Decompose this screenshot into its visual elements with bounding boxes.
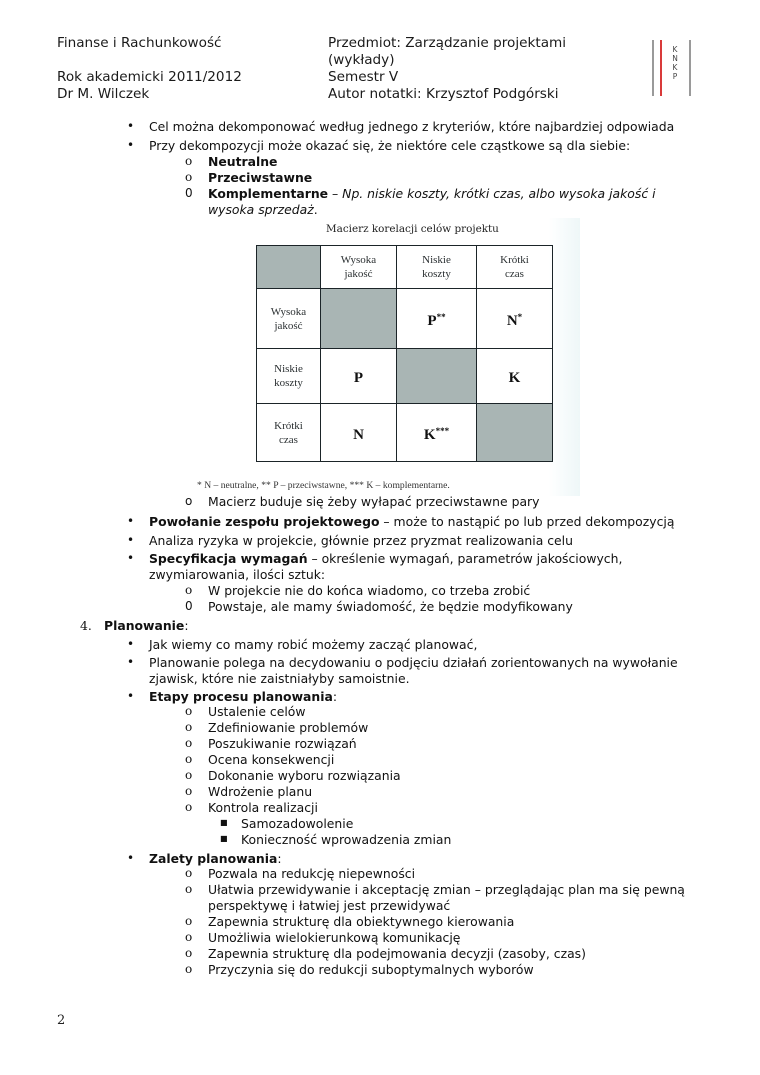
- circle-bullet-icon: o: [185, 930, 193, 944]
- list-item: Specyfikacja wymagań – określenie wymagań, parametrów jakościowych,: [149, 551, 623, 566]
- bullet-icon: [127, 851, 134, 865]
- sub-sub-list-item: Konieczność wprowadzenia zmian: [241, 832, 452, 847]
- list-item: Przy dekompozycji może okazać się, że niektóre cele cząstkowe są dla siebie:: [149, 138, 631, 153]
- circle-bullet-icon: 0: [185, 599, 193, 613]
- stage-item: Ustalenie celów: [208, 704, 306, 719]
- subject-name: Przedmiot: Zarządzanie projektami: [328, 35, 567, 51]
- matrix-note: Macierz buduje się żeby wyłapać przeciwstawne pary: [208, 494, 540, 509]
- circle-bullet-icon: o: [185, 704, 193, 718]
- stage-item: Zdefiniowanie problemów: [208, 720, 369, 735]
- stage-item: Poszukiwanie rozwiązań: [208, 736, 357, 751]
- academic-year: Rok akademicki 2011/2012: [57, 69, 242, 85]
- list-item-cont: zjawisk, które nie zaistniałyby samoistnie.: [149, 671, 410, 686]
- list-item: Powołanie zespołu projektowego – może to nastąpić po lub przed dekompozycją: [149, 514, 675, 529]
- matrix-cell: K: [477, 349, 553, 404]
- circle-bullet-icon: o: [185, 752, 193, 766]
- circle-bullet-icon: o: [185, 768, 193, 782]
- header-middle: [328, 35, 566, 103]
- relation-complementary: Komplementarne – Np. niskie koszty, krótki czas, albo wysoka jakość i: [208, 186, 656, 201]
- matrix-diagonal-cell: [477, 404, 553, 462]
- logo-letters: K N K P: [672, 45, 678, 81]
- lecturer-name: Dr M. Wilczek: [57, 86, 150, 102]
- bullet-icon: [127, 119, 134, 133]
- matrix-cell: P**: [397, 289, 477, 349]
- logo-bar-right: [689, 40, 691, 96]
- matrix-diagonal-cell: [397, 349, 477, 404]
- relation-neutral: Neutralne: [208, 154, 278, 169]
- matrix-col-header: Niskie koszty: [397, 246, 477, 289]
- relation-complementary-cont: wysoka sprzedaż.: [208, 202, 318, 217]
- matrix-row: [257, 349, 553, 404]
- logo-bar-left: [652, 40, 654, 96]
- matrix-col-header: Wysoka jakość: [321, 246, 397, 289]
- bullet-icon: [127, 551, 134, 565]
- advantages-heading: Zalety planowania:: [149, 851, 282, 866]
- circle-bullet-icon: o: [185, 962, 193, 976]
- circle-bullet-icon: o: [185, 154, 193, 168]
- stages-heading: Etapy procesu planowania:: [149, 689, 337, 704]
- subject-type: (wykłady): [328, 52, 395, 68]
- stage-item: Dokonanie wyboru rozwiązania: [208, 768, 401, 783]
- matrix-cell: N*: [477, 289, 553, 349]
- list-item: Planowanie polega na decydowaniu o podjęciu działań zorientowanych na wywołanie: [149, 655, 678, 670]
- advantage-item: Przyczynia się do redukcji suboptymalnych wyborów: [208, 962, 534, 977]
- stage-item: Ocena konsekwencji: [208, 752, 335, 767]
- square-bullet-icon: ■: [220, 818, 228, 827]
- matrix-diagonal-cell: [321, 289, 397, 349]
- section-number: 4.: [80, 618, 92, 633]
- bullet-icon: [127, 514, 134, 528]
- bullet-icon: [127, 655, 134, 669]
- header-left: [57, 35, 242, 103]
- correlation-matrix: [256, 245, 553, 462]
- logo-bar-red: [660, 40, 662, 96]
- matrix-legend: * N – neutralne, ** P – przeciwstawne, *** K – komplementarne.: [197, 480, 450, 491]
- advantage-item: Zapewnia strukturę dla obiektywnego kierowania: [208, 914, 515, 929]
- list-item-cont: zwymiarowania, ilości sztuk:: [149, 567, 326, 582]
- matrix-row: [257, 289, 553, 349]
- matrix-cell: N: [321, 404, 397, 462]
- knkp-logo: [652, 40, 692, 98]
- matrix-corner-cell: [257, 246, 321, 289]
- circle-bullet-icon: o: [185, 914, 193, 928]
- section-title: Planowanie:: [104, 618, 189, 633]
- note-author: Autor notatki: Krzysztof Podgórski: [328, 86, 559, 102]
- advantage-item: Pozwala na redukcję niepewności: [208, 866, 416, 881]
- circle-bullet-icon: o: [185, 784, 193, 798]
- semester: Semestr V: [328, 69, 399, 85]
- circle-bullet-icon: o: [185, 946, 193, 960]
- circle-bullet-icon: 0: [185, 186, 193, 200]
- matrix-col-header: Krótki czas: [477, 246, 553, 289]
- sub-list-item: W projekcie nie do końca wiadomo, co trzeba zrobić: [208, 583, 531, 598]
- bullet-icon: [127, 533, 134, 547]
- matrix-title: Macierz korelacji celów projektu: [326, 223, 499, 235]
- bullet-icon: [127, 637, 134, 651]
- page-number: 2: [57, 1013, 66, 1028]
- circle-bullet-icon: o: [185, 170, 193, 184]
- matrix-row-header: Niskie koszty: [257, 349, 321, 404]
- bullet-icon: [127, 689, 134, 703]
- circle-bullet-icon: o: [185, 720, 193, 734]
- sub-sub-list-item: Samozadowolenie: [241, 816, 354, 831]
- list-item: Cel można dekomponować według jednego z kryteriów, które najbardziej odpowiada: [149, 119, 675, 134]
- advantage-item: Zapewnia strukturę dla podejmowania decyzji (zasoby, czas): [208, 946, 586, 961]
- advantage-item: Umożliwia wielokierunkową komunikację: [208, 930, 461, 945]
- matrix-row-header: Wysoka jakość: [257, 289, 321, 349]
- stage-item: Kontrola realizacji: [208, 800, 318, 815]
- advantage-item-cont: perspektywę i łatwiej jest przewidywać: [208, 898, 451, 913]
- circle-bullet-icon: o: [185, 494, 193, 508]
- matrix-cell: P: [321, 349, 397, 404]
- circle-bullet-icon: o: [185, 736, 193, 750]
- list-item: Analiza ryzyka w projekcie, głównie przez pryzmat realizowania celu: [149, 533, 573, 548]
- matrix-row-header: Krótki czas: [257, 404, 321, 462]
- matrix-header-row: [257, 246, 553, 289]
- circle-bullet-icon: o: [185, 583, 193, 597]
- circle-bullet-icon: o: [185, 882, 193, 896]
- circle-bullet-icon: o: [185, 800, 193, 814]
- matrix-row: [257, 404, 553, 462]
- relation-opposing: Przeciwstawne: [208, 170, 313, 185]
- sub-list-item: Powstaje, ale mamy świadomość, że będzie modyfikowany: [208, 599, 573, 614]
- bullet-icon: [127, 138, 134, 152]
- list-item: Jak wiemy co mamy robić możemy zacząć planować,: [149, 637, 478, 652]
- advantage-item: Ułatwia przewidywanie i akceptację zmian – przeglądając plan ma się pewną: [208, 882, 685, 897]
- circle-bullet-icon: o: [185, 866, 193, 880]
- square-bullet-icon: ■: [220, 834, 228, 843]
- faculty-name: Finanse i Rachunkowość: [57, 35, 222, 51]
- stage-item: Wdrożenie planu: [208, 784, 313, 799]
- matrix-cell: K***: [397, 404, 477, 462]
